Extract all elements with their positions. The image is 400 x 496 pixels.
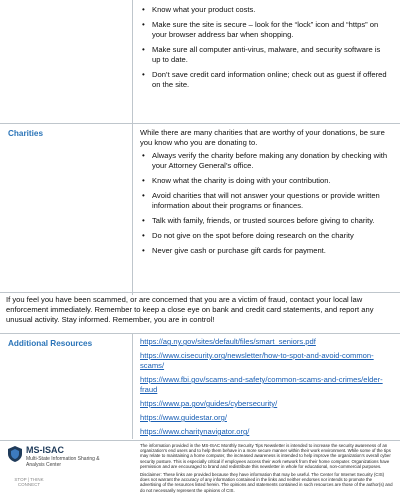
section-divider [0, 292, 400, 293]
list-item: • Make sure the site is secure – look for the “lock” icon and “https” on your browser address bar when shopping. [140, 20, 390, 40]
shopping-tips-list [140, 5, 390, 95]
logo-title: MS-ISAC [26, 445, 64, 455]
disclaimer-paragraph: The information provided in the MS-ISAC Monthly Security Tips Newsletter is intended to increase the security awareness of an organization’s end users and to help them behave in a more secure manner within their work environment. While some of the tips may relate to maintaining a home computer, the increased awareness is intended to help improve the organization’s overall cyber security posture. This is especially critical if employees access their work network from their home computer. Organizations have permission and are encouraged to brand and redistribute this newsletter in whole for educational, non-commercial purposes. [140, 443, 391, 469]
column-divider [132, 0, 133, 123]
resource-link[interactable]: https://www.guidestar.org/ [140, 413, 227, 422]
disclaimer-paragraph: Disclaimer: These links are provided because they have information that may be useful. The Center for Internet Security (CIS) does not warrant the accuracy of any information contained in the links and neither endorses nor intends to promote the advertising of the resources listed herein. The opinions and statements contained in such resources are those of the author(s) and do not necessarily represent the opinions of CIS. [140, 472, 393, 493]
list-item: • Know what the charity is doing with your contribution. [140, 176, 390, 186]
disclaimer [140, 443, 394, 496]
charities-intro: While there are many charities that are worthy of your donations, be sure you know who you are donating to. [140, 128, 385, 147]
charities-heading: Charities [8, 129, 44, 138]
ms-isac-logo [6, 445, 100, 475]
list-item: • Do not give on the spot before doing research on the charity [140, 231, 390, 241]
resources-links [140, 337, 390, 441]
charities-section [0, 123, 400, 297]
list-item: • Avoid charities that will not answer your questions or provide written information about their programs or finances. [140, 191, 390, 211]
resource-link[interactable]: https://www.charitynavigator.org/ [140, 427, 250, 436]
column-divider [132, 123, 133, 295]
resources-section [0, 333, 400, 439]
shopping-section [0, 0, 400, 123]
resource-link[interactable]: https://ag.ny.gov/sites/default/files/smart_seniors.pdf [140, 337, 316, 346]
list-item: • Don’t save credit card information online; check out as guest if offered on the site. [140, 70, 390, 90]
logo-subtitle: Multi-State Information Sharing & Analysis Center [26, 456, 100, 468]
list-item: • Know what your product costs. [140, 5, 390, 15]
footer [0, 441, 400, 493]
list-item: • Never give cash or purchase gift cards for payment. [140, 246, 390, 256]
scam-notice-paragraph: If you feel you have been scammed, or are concerned that you are a victim of fraud, contact your local law enforcement immediately. Remember to keep a close eye on bank and credit card statements, and report any unusual activity. Stay informed. Remember, you are in control! [6, 295, 374, 324]
resource-link[interactable]: https://www.cisecurity.org/newsletter/how-to-spot-and-avoid-common-scams/ [140, 351, 374, 370]
resource-link[interactable]: https://www.pa.gov/guides/cybersecurity/ [140, 399, 278, 408]
list-item: • Always verify the charity before making any donation by checking with your Attorney General’s office. [140, 151, 390, 171]
stop-think-connect-logo: STOP | THINK CONNECT [14, 477, 44, 487]
resource-link[interactable]: https://www.fbi.gov/scams-and-safety/common-scams-and-crimes/elder-fraud [140, 375, 383, 394]
list-item: • Make sure all computer anti-virus, malware, and security software is up to date. [140, 45, 390, 65]
shield-icon [6, 445, 24, 463]
charities-tips-list [140, 151, 390, 261]
column-divider [132, 333, 133, 439]
resources-heading: Additional Resources [8, 339, 93, 348]
list-item: • Talk with family, friends, or trusted sources before giving to charity. [140, 216, 390, 226]
